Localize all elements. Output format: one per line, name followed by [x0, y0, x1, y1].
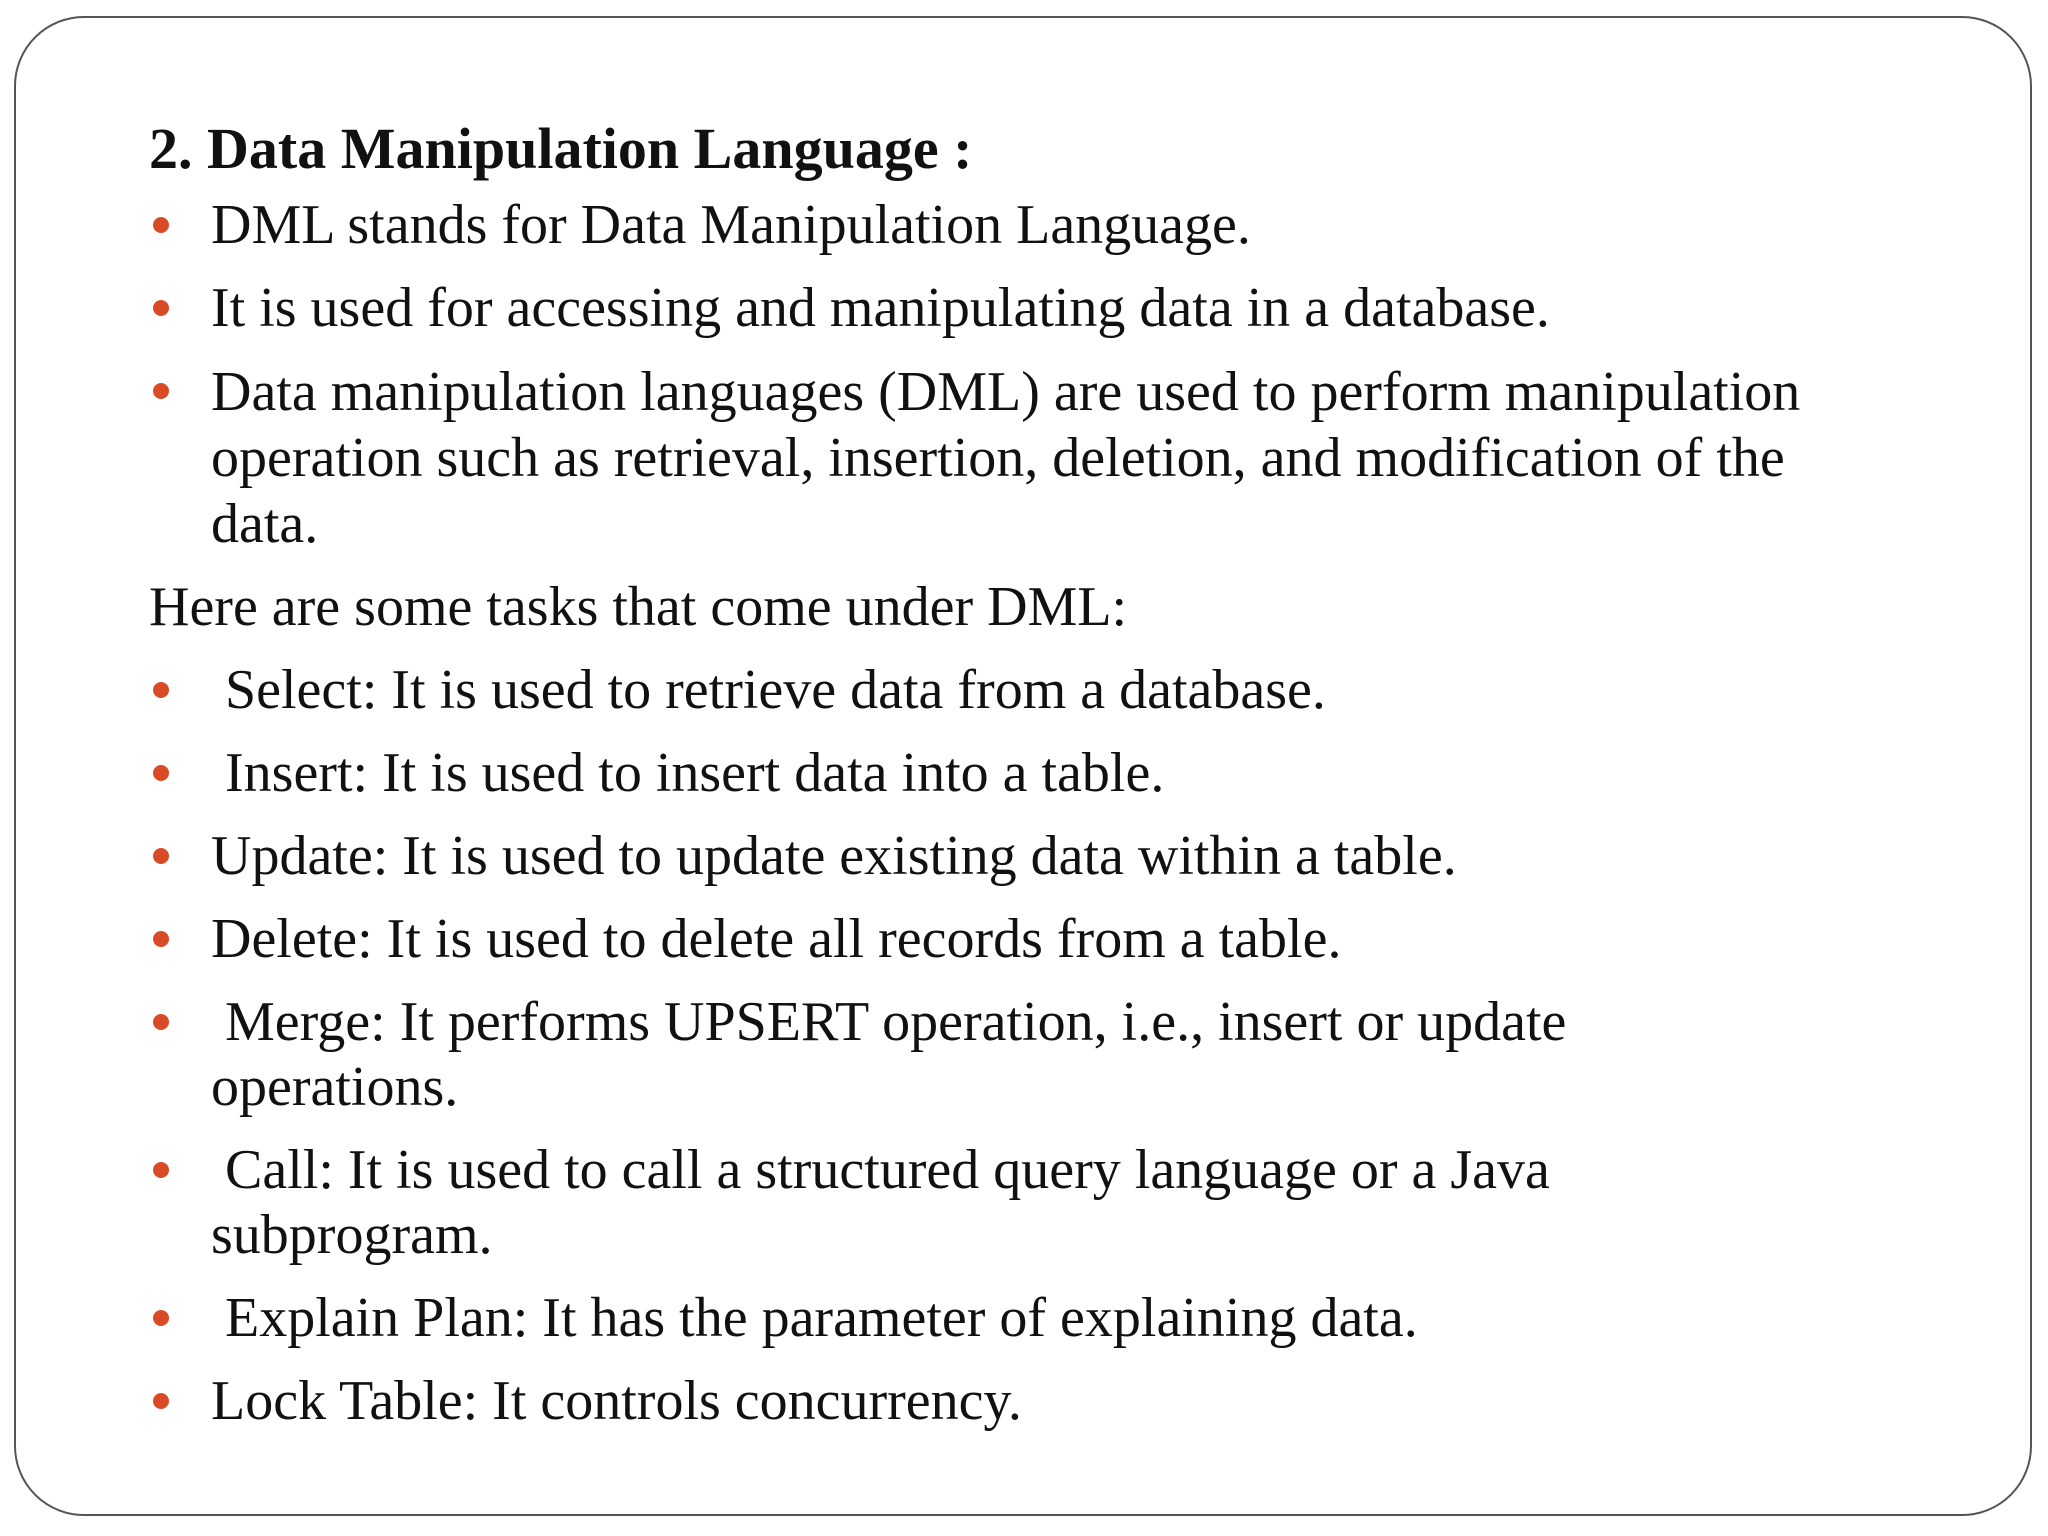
bullet-text: Lock Table: It controls concurrency.	[211, 1370, 1022, 1432]
bullet-dot-icon	[153, 682, 169, 698]
list-item	[149, 907, 1949, 972]
list-item	[149, 741, 1949, 806]
intro-bullet-list	[149, 193, 1949, 557]
list-item	[149, 824, 1949, 889]
bullet-dot-icon	[153, 300, 169, 316]
bullet-text: Select: It is used to retrieve data from a database.	[225, 659, 1326, 721]
bullet-text: Call: It is used to call a structured query language or a Java subprogram.	[211, 1139, 1550, 1266]
slide-frame	[14, 16, 2032, 1516]
bullet-dot-icon	[153, 848, 169, 864]
bullet-text: Data manipulation languages (DML) are used to perform manipulation operation such as retrieval, insertion, deletion, and modification of the data.	[211, 361, 1801, 555]
list-item	[149, 1369, 1949, 1434]
bullet-dot-icon	[153, 1393, 169, 1409]
bullet-dot-icon	[153, 765, 169, 781]
list-item	[149, 193, 1949, 258]
list-item	[149, 276, 1949, 341]
bullet-text: Merge: It performs UPSERT operation, i.e., insert or update operations.	[211, 991, 1567, 1118]
list-item	[149, 1286, 1949, 1351]
list-item	[149, 359, 1949, 557]
bullet-dot-icon	[153, 217, 169, 233]
bullet-dot-icon	[153, 1310, 169, 1326]
bullet-text: Update: It is used to update existing data within a table.	[211, 825, 1457, 887]
list-item	[149, 990, 1949, 1120]
tasks-intro-text: Here are some tasks that come under DML:	[149, 576, 1128, 638]
bullet-dot-icon	[153, 1162, 169, 1178]
bullet-dot-icon	[153, 1014, 169, 1030]
task-bullet-list	[149, 658, 1949, 1434]
bullet-dot-icon	[153, 383, 169, 399]
list-item	[149, 1138, 1949, 1268]
bullet-text: It is used for accessing and manipulating data in a database.	[211, 277, 1550, 339]
bullet-text: Explain Plan: It has the parameter of explaining data.	[225, 1287, 1418, 1349]
bullet-text: DML stands for Data Manipulation Language.	[211, 194, 1251, 256]
bullet-text: Delete: It is used to delete all records from a table.	[211, 908, 1342, 970]
slide-content	[149, 113, 1949, 1452]
slide-heading: 2. Data Manipulation Language :	[149, 116, 973, 181]
bullet-text: Insert: It is used to insert data into a table.	[225, 742, 1165, 804]
list-item	[149, 658, 1949, 723]
bullet-dot-icon	[153, 931, 169, 947]
